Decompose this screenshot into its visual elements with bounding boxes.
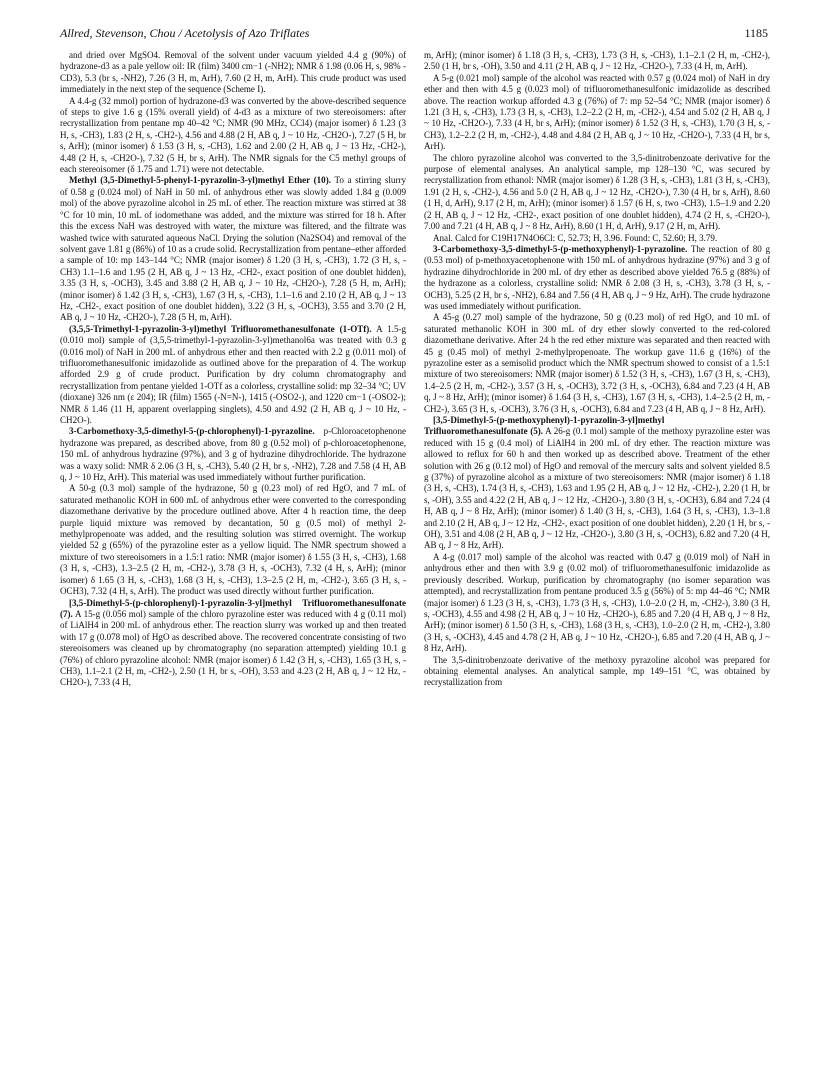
paragraph-text: A 26-g (0.1 mol) sample of the methoxy pyrazoline ester was reduced with 15 g (0.4 mol) of LiAlH4 in 200 mL of dry ether. The reaction mixture was allowed to reflux for 60 h and then worked up as described above. Treatment of the ether solution with 26 g (0.12 mol) of HgO and removal of the mercury salts and solvent yielded 8.5 g (37%) of pyrazoline alcohol as a mixture of two stereoisomers: NMR (major isomer) δ 1.18 (3 H, s, -CH3), 1.74 (3 H, s, -CH3), 1.63 and 1.95 (2 H, AB q, J ~ 12 Hz, -CH2-), 2.20 (1 H, br s, -OH), 3.55 and 4.22 (2 H, AB q, J ~ 12 Hz, -CH2O-), 3.80 (3 H, s, -OCH3), 6.84 and 7.24 (4 H, AB q, J ~ 8 Hz, ArH); (minor isomer) δ 1.40 (3 H, s, -CH3), 1.64 (3 H, s, -CH3), 1.3–1.8 and 2.10 (2 H, AB q, J ~ 12 Hz, -CH2-, exact position of one doublet hidden), 2.20 (1 H, br s, -OH), 3.51 and 4.08 (2 H, AB q, J ~ 12 Hz, -CH2O-), 3.80 (3 H, s, -OCH3), 6.82 and 7.20 (4 H, AB q, J ~ 8 Hz, ArH). xyxy=(424,426,770,551)
page-header xyxy=(60,26,768,44)
paragraph-text: The chloro pyrazoline alcohol was converted to the 3,5-dinitrobenzoate derivative for the purpose of elemental analyses. An analytical sample, mp 128–130 °C, was secured by recrystallization from ethanol: NMR (major isomer) δ 1.28 (3 H, s, -CH3), 1.81 (3 H, s, -CH3), 1.91 (2 H, s, -CH2-), 4.56 and 5.0 (2 H, AB q, J ~ 12 Hz, -CH2O-), 7.30 (4 H, br s, ArH), 8.60 (1 H, d, ArH), 9.17 (2 H, m, ArH); (minor isomer) δ 1.57 (6 H, s, two -CH3), 1.5–1.9 and 2.20 (2 H, AB q, J ~ 12 Hz, -CH2-, exact position of one doublet hidden), 4.74 (2 H, s, -CH2O-), 7.00 and 7.21 (4 H, AB q, J ~ 8 Hz, ArH), 8.60 (1 H, d, ArH), 9.17 (2 H, m, ArH). xyxy=(424,152,770,232)
section-heading: Methyl (3,5-Dimethyl-5-phenyl-1-pyrazolin-3-yl)methyl Ether (10). xyxy=(69,175,331,186)
paragraph-text: A 45-g (0.27 mol) sample of the hydrazone, 50 g (0.23 mol) of red HgO, and 10 mL of saturated methanolic KOH in 300 mL of dry ether slowly converted to the red-colored diazomethane derivative. After 24 h the red ether mixture was separated and then reacted with 45 g (0.45 mol) of methyl 2-methylpropenoate. The workup gave 11.6 g (16%) of the pyrazoline ester as a semisolid product which the NMR spectrum showed to consist of a 1.5:1 mixture of two stereoisomers: NMR (major isomer) δ 1.52 (3 H, s, -CH3), 1.67 (3 H, s, -CH3), 1.4–2.5 (2 H, m, -CH2-), 3.57 (3 H, s, -OCH3), 3.72 (3 H, s, -OCH3), 6.84 and 7.23 (4 H, AB q, J ~ 8 Hz, ArH); (minor isomer) δ 1.64 (3 H, s, -CH3), 1.67 (3 H, s, -CH3), 1.4–2.5 (2 H, m, -CH2-), 3.65 (3 H, s, -OCH3), 3.76 (3 H, s, -OCH3), 6.84 and 7.23 (4 H, AB q, J ~ 8 Hz, ArH). xyxy=(424,312,770,414)
body-paragraph xyxy=(424,233,770,244)
section-paragraph xyxy=(60,175,406,323)
section-heading: [3,5-Dimethyl-5-(p-chlorophenyl)-1-pyrazolin-3-yl]methyl Trifluoromethanesulfonate (7). xyxy=(60,597,406,619)
section-paragraph xyxy=(424,244,770,312)
paragraph-text: A 50-g (0.3 mol) sample of the hydrazone, 50 g (0.23 mol) of red HgO, and 7 mL of saturated methanolic KOH in 600 mL of anhydrous ether were converted to the corresponding diazomethane derivative by the procedure outlined above. After 4 h reaction time, the deep purple liquid mixture was removed by decantation, 50 g (0.5 mol) of methyl 2-methylpropenoate was added, and the resulting solution was stirred overnight. The workup yielded 52 g (65%) of the pyrazoline ester as a yellow liquid. The NMR spectrum showed a mixture of two stereoisomers in a 1.5:1 ratio: NMR (major isomer) δ 1.55 (3 H, s, -CH3), 1.68 (3 H, s, -CH3), 1.3–2.5 (2 H, m, -CH2-), 3.78 (3 H, s, -OCH3), 7.32 (4 H, s, ArH); (minor isomer) δ 1.65 (3 H, s, -CH3), 1.68 (3 H, s, -CH3), 1.3–2.5 (2 H, m, -CH2-), 3.65 (3 H, s, -OCH3), 7.32 (4 H, s, ArH). The product was used directly without further purification. xyxy=(60,483,406,597)
paragraph-text: and dried over MgSO4. Removal of the solvent under vacuum yielded 4.4 g (90%) of hydrazone-d3 as a pale yellow oil: IR (film) 3400 cm−1 (-NH2); NMR δ 1.98 (0.06 H, s, 98% -CD3), 5.3 (br s, -NH2), 7.26 (3 H, m, ArH), 7.60 (2 H, m, ArH). This crude product was used immediately in the next step of the sequence (Scheme I). xyxy=(60,50,406,95)
section-heading: [3,5-Dimethyl-5-(p-methoxyphenyl)-1-pyrazolin-3-yl]methyl Trifluoromethanesulfonate (5). xyxy=(424,415,665,437)
paragraph-text: Anal. Calcd for C19H17N4O6Cl: C, 52.73; H, 3.96. Found: C, 52.60; H, 3.79. xyxy=(433,232,718,243)
body-paragraph xyxy=(60,50,406,96)
section-heading: 3-Carbomethoxy-3,5-dimethyl-5-(p-methoxyphenyl)-1-pyrazoline. xyxy=(433,243,688,254)
paragraph-text: To a stirring slurry of 0.58 g (0.024 mol) of NaH in 50 mL of anhydrous ether was slowly added 1.84 g (0.009 mol) of the above pyrazoline alcohol in 25 mL of ether. The reaction mixture was stirred at 38 °C for 10 min, 10 mL of iodomethane was added, and the mixture was stirred for 18 h. After this the excess NaH was destroyed with water, the mixture was filtered, and the filtrate was washed twice with saturated aqueous NaCl. Drying the solution (Na2SO4) and removal of the solvent gave 1.81 g (86%) of 10 as a crude solid. Recrystallization from pentane–ether afforded a sample of 10: mp 143–144 °C; NMR (major isomer) δ 1.20 (3 H, s, -CH3), 1.72 (3 H, s, -CH3) 1.1–1.6 and 1.95 (2 H, AB q, J ~ 13 Hz, -CH2-, exact position of one doublet hidden), 3.35 (3 H, s, -OCH3), 3.45 and 3.88 (2 H, AB q, J ~ 10 Hz, -CH2O-), 7.28 (5 H, m, ArH); (minor isomer) δ 1.42 (3 H, s, -CH3), 1.67 (3 H, s, -CH3), 1.1–1.6 and 2.10 (2 H, AB q, J ~ 13 Hz, -CH2-, exact position of one doublet hidden), 3.22 (3 H, s, -OCH3), 3.55 and 3.70 (2 H, AB q, J ~ 10 Hz, -CH2O-), 7.28 (5 H, m, ArH). xyxy=(60,175,406,323)
article-body xyxy=(60,50,770,1060)
body-paragraph xyxy=(60,96,406,176)
body-paragraph xyxy=(424,552,770,655)
paragraph-text: The 3,5-dinitrobenzoate derivative of the methoxy pyrazoline alcohol was prepared for obtaining elemental analyses. An analytical sample, mp 149–151 °C, was obtained by recrystallization from xyxy=(424,654,770,688)
paragraph-text: A 1.5-g (0.010 mol) sample of (3,5,5-trimethyl-1-pyrazolin-3-yl)methanol6a was treated with 0.3 g (0.016 mol) of NaH in 200 mL of anhydrous ether and then reacted with 2.2 g (0.011 mol) of trifluoromethanesulfonic imidazolide as outlined above for the preparation of 4. The workup afforded 2.9 g of crude product. Purification by dry column chromatography and recrystallization from pentane yielded 1-OTf as a colorless, crystalline solid: mp 32–34 °C; UV (dioxane) 326 nm (ε 204); IR (film) 1565 (-N=N-), 1415 (-OSO2-), and 1220 cm−1 (-OSO2-); NMR δ 1.46 (11 H, apparent overlapping singlets), 4.50 and 4.92 (2 H, AB q, J ~ 10 Hz, -CH2O-). xyxy=(60,323,406,425)
body-paragraph xyxy=(424,655,770,689)
body-paragraph xyxy=(424,312,770,415)
section-paragraph xyxy=(60,598,406,689)
paragraph-text: A 4.4-g (32 mmol) portion of hydrazone-d3 was converted by the above-described sequence of steps to give 1.6 g (15% overall yield) of 4-d3 as a mixture of two stereoisomers: after recrystallization from pentane mp 40–42 °C; NMR (90 MHz, CCl4) (major isomer) δ 1.23 (3 H, s, -CH3), 1.83 (2 H, s, -CH2-), 4.56 and 4.88 (2 H, AB q, J ~ 10 Hz, -CH2O-), 7.27 (5 H, br s, ArH); (minor isomer) δ 1.53 (3 H, s, -CH3), 1.62 and 2.00 (2 H, AB q, J ~ 13 Hz, -CH2-), 4.48 (2 H, s, -CH2O-), 7.32 (5 H, br s, ArH). The NMR signals for the C5 methyl groups of each stereoisomer (δ 1.75 and 1.71) were not detectable. xyxy=(60,95,406,175)
paragraph-text: A 15-g (0.056 mol) sample of the chloro pyrazoline ester was reduced with 4 g (0.11 mol) of LiAlH4 in 200 mL of anhydrous ether. The reaction slurry was worked up and then treated with 17 g (0.078 mol) of HgO as described above. The recovered concentrate consisting of two stereoisomers was cleaned up by chromatography (no separation attempted) yielding 10.1 g (76%) of chloro pyrazoline alcohol: NMR (major isomer) δ 1.42 (3 H, s, -CH3), 1.65 (3 H, s, -CH3), 1.1–2.1 (2 H, m, -CH2-), 2.50 (1 H, br s, -OH), 3.53 and 4.23 (2 H, AB q, J ~ 12 Hz, -CH2O-), 7.33 (4 H, xyxy=(60,608,406,688)
section-paragraph xyxy=(424,415,770,552)
paragraph-text: A 5-g (0.021 mol) sample of the alcohol was reacted with 0.57 g (0.024 mol) of NaH in dry ether and then with 4.5 g (0.023 mol) of trifluoromethanesulfonic imidazolide as described above. The reaction workup afforded 4.3 g (76%) of 7: mp 52–54 °C; NMR (major isomer) δ 1.21 (3 H, s, -CH3), 1.73 (3 H, s, -CH3), 1.2–2.2 (2 H, m, -CH2-), 4.54 and 5.02 (2 H, AB q, J ~ 10 Hz, -CH2O-), 7.33 (4 H, br s, ArH); (minor isomer) δ 1.52 (3 H, s, -CH3), 1.70 (3 H, s, -CH3), 1.2–2.2 (2 H, m, -CH2-), 4.48 and 4.84 (2 H, AB q, J ~ 10 Hz, -CH2O-), 7.33 (4 H, br s, ArH). xyxy=(424,72,770,152)
right-column xyxy=(424,50,770,1060)
body-paragraph xyxy=(424,50,770,73)
section-paragraph xyxy=(60,324,406,427)
section-heading: (3,5,5-Trimethyl-1-pyrazolin-3-yl)methyl Trifluoromethanesulfonate (1-OTf). xyxy=(69,323,372,334)
paragraph-text: m, ArH); (minor isomer) δ 1.18 (3 H, s, -CH3), 1.73 (3 H, s, -CH3), 1.1–2.1 (2 H, m, -CH2-), 2.50 (1 H, br s, -OH), 3.50 and 4.11 (2 H, AB q, J ~ 12 Hz, -CH2O-), 7.33 (4 H, m, ArH). xyxy=(424,50,770,72)
body-paragraph xyxy=(424,73,770,153)
page-number: 1185 xyxy=(744,26,768,40)
paragraph-text: A 4-g (0.017 mol) sample of the alcohol was reacted with 0.47 g (0.019 mol) of NaH in anhydrous ether and then with 3.9 g (0.02 mol) of trifluoromethanesulfonic imidazolide as previously described. Workup, purification by chromatography (no isomer separation was attempted), and recrystallization from pentane produced 3.5 g (56%) of 5: mp 44–46 °C; NMR (major isomer) δ 1.23 (3 H, s, -CH3), 1.73 (3 H, s, -CH3), 1.0–2.0 (2 H, m, -CH2-), 3.80 (3 H, s, -OCH3), 4.55 and 4.98 (2 H, AB q, J ~ 10 Hz, -CH2O-), 6.85 and 7.20 (4 H, AB q, J ~ 8 Hz, ArH); (minor isomer) δ 1.50 (3 H, s, -CH3), 1.68 (3 H, s, -CH3), 1.0–2.0 (2 H, m, -CH2-), 3.80 (3 H, s, -OCH3), 4.45 and 4.78 (2 H, AB q, J ~ 10 Hz, -CH2O-), 6.85 and 7.20 (4 H, AB q, J ~ 8 Hz, ArH). xyxy=(424,551,770,654)
paragraph-text: The reaction of 80 g (0.53 mol) of p-methoxyacetophenone with 150 mL of anhydrous hydrazine (97%) and 3 g of hydrazine dihydrochloride in 200 mL of dry ether as described above yielded 76.5 g (88%) of the hydrazone as a colorless, crystalline solid: NMR δ 2.08 (3 H, s, -CH3), 3.78 (3 H, s, -OCH3), 5.25 (2 H, br s, -NH2), 6.84 and 7.56 (4 H, AB q, J ~ 9 Hz, ArH). The crude hydrazone was used immediately without purification. xyxy=(424,243,770,311)
section-paragraph xyxy=(60,426,406,483)
running-head: Allred, Stevenson, Chou / Acetolysis of Azo Triflates xyxy=(60,26,310,40)
section-heading: 3-Carbomethoxy-3,5-dimethyl-5-(p-chlorophenyl)-1-pyrazoline. xyxy=(69,426,315,437)
body-paragraph xyxy=(424,153,770,233)
paragraph-text: p-Chloroacetophenone hydrazone was prepared, as described above, from 80 g (0.52 mol) of p-chloroacetophenone, 150 mL of anhydrous hydrazine (97%), and 3 g of hydrazine dihydrochloride. The hydrazone was a waxy solid: NMR δ 2.06 (3 H, s, -CH3), 5.40 (2 H, br s, -NH2), 7.28 and 7.58 (4 H, AB q, J ~ 10 Hz, ArH). This material was used immediately without further purification. xyxy=(60,426,406,483)
body-paragraph xyxy=(60,483,406,597)
left-column xyxy=(60,50,406,1060)
